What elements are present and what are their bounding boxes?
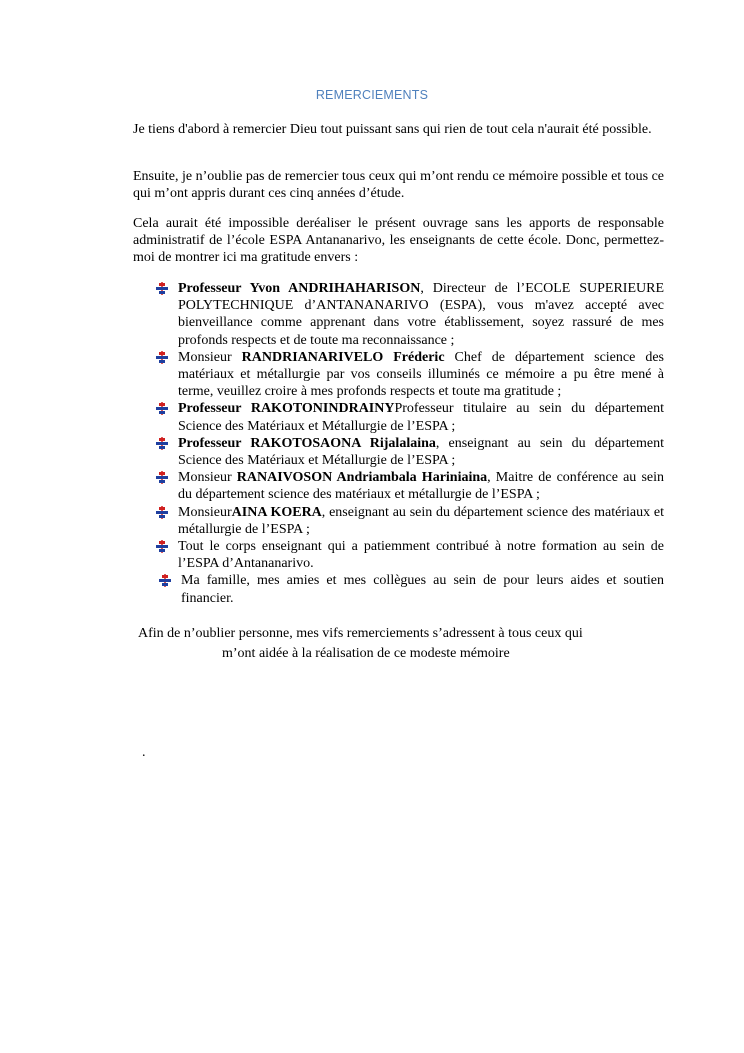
item-text: Ma famille, mes amies et mes collègues au sein de pour leurs aides et soutien financier. [181,573,664,606]
list-item [153,435,664,469]
paragraph-third: Cela aurait été impossible deréaliser le présent ouvrage sans les apports de responsable administratif de l’école ESPA Antananarivo, les enseignants de cette école. Donc, permettez-moi de montrer ici ma gratitude envers : [133,216,664,266]
item-prefix: Monsieur [178,504,232,520]
item-text: Professeur titulaire au sein du département Science des Matériaux et Métallurgie de l’ESPA ; [178,401,665,434]
item-prefix: Monsieur [178,470,237,486]
flag-bullet-icon [155,506,169,519]
item-name: RANDRIANARIVELO Fréderic [241,349,445,365]
item-text: , enseignant au sein du département Science des Matériaux et Métallurgie de l’ESPA ; [178,435,664,469]
flag-bullet-icon [158,574,172,587]
list-item [153,538,664,572]
flag-bullet-icon [155,282,169,295]
item-text: , Directeur de l’ECOLE SUPERIEURE POLYTECHNIQUE d’ANTANANARIVO (ESPA), vous m'avez accepté avec bienveillance comme apprenant dans votre établissement, soyez rassuré de mes profonds respects et de toute ma reconnaissance ; [178,281,664,348]
closing-line-1: Afin de n’oublier personne, mes vifs remerciements s’adressent à tous ceux qui [138,626,583,641]
list-item [153,400,664,434]
paragraph-second: Ensuite, je n’oublie pas de remercier tous ceux qui m’ont rendu ce mémoire possible et tous ce qui m’ont appris durant ces cinq années d’étude. [133,169,664,202]
item-name: Professeur Yvon ANDRIHAHARISON [178,281,421,296]
closing-line-2: m’ont aidée à la réalisation de ce modeste mémoire [222,646,510,661]
item-name: Professeur RAKOTOSAONA Rijalalaina [178,435,436,451]
item-name: RANAIVOSON Andriambala Hariniaina [236,470,488,486]
list-item [153,280,664,349]
item-text: , enseignant au sein du département science des matériaux et métallurgie de l’ESPA ; [178,504,664,537]
flag-bullet-icon [155,437,169,450]
flag-bullet-icon [155,402,169,415]
list-item [153,469,664,503]
item-name: AINA KOERA [231,504,322,520]
flag-bullet-icon [155,471,169,484]
list-item [153,504,664,538]
thanks-list [153,280,664,607]
paragraph-intro: Je tiens d'abord à remercier Dieu tout puissant sans qui rien de tout cela n'aurait été possible. [133,122,652,137]
page-title: REMERCIEMENTS [315,88,429,102]
list-item [153,572,664,606]
list-item [153,349,664,401]
item-text: , Maitre de conférence au sein du département science des matériaux et métallurgie de l’ESPA ; [178,470,664,503]
item-text: Tout le corps enseignant qui a patiemment contribué à notre formation au sein de l’ESPA d’Antananarivo. [178,539,664,572]
flag-bullet-icon [155,351,169,364]
flag-bullet-icon [155,540,169,553]
item-name: Professeur RAKOTONINDRAINY [178,401,395,417]
item-prefix: Monsieur [178,349,242,365]
closing-text [138,624,583,664]
trailing-mark: . [142,745,146,760]
item-text: Chef de département science des matériaux et métallurgie par vos conseils illuminés ce mémoire a pu être mené à terme, veuillez croire à mes profonds respects et toute ma gratitude ; [178,349,664,400]
